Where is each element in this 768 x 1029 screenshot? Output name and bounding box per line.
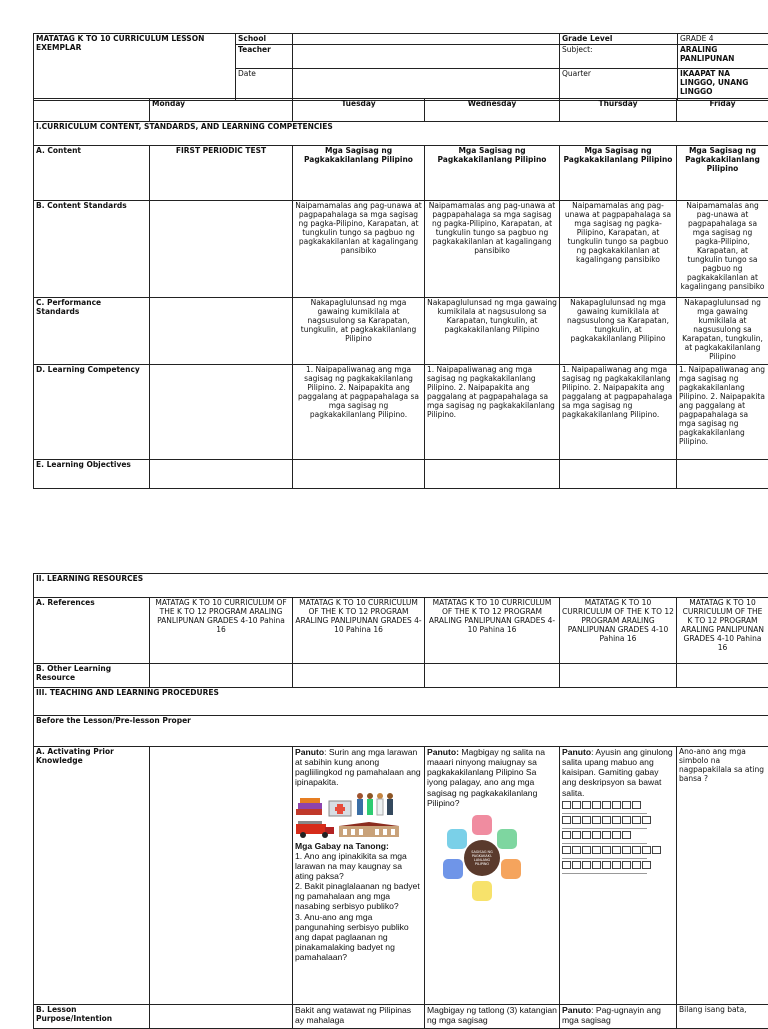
learning-competency-label: D. Learning Competency (34, 365, 150, 460)
panuto-label: Panuto (562, 1005, 591, 1015)
purpose-thursday: Panuto: Pag-ugnayin ang mga sagisag (560, 1005, 677, 1029)
panuto-label: Panuto (295, 747, 324, 757)
activating-friday: Ano-ano ang mga simbolo na nagpapakilala sa ating bansa ? (677, 747, 768, 1005)
performance-standards-wednesday: Nakapaglulunsad ng mga gawaing kumikilala at nagsusulong sa Karapatan, tungkulin, at pagkakakilanlang Pilipino (425, 298, 560, 365)
grade-level-value: GRADE 4 (678, 34, 768, 45)
performance-standards-tuesday: Nakapaglulunsad ng mga gawaing kumikilala at nagsusulong sa Karapatan, tungkulin, at pagkakakilanlang Pilipino (293, 298, 425, 365)
content-label: A. Content (34, 146, 150, 201)
content-tuesday: Mga Sagisag ng Pagkakakilanlang Pilipino (293, 146, 425, 201)
references-monday: MATATAG K TO 10 CURRICULUM OF THE K TO 12 PROGRAM ARALING PANLIPUNAN GRADES 4-10 Pahina 16 (150, 598, 293, 664)
quarter-label: Quarter (560, 69, 678, 101)
references-tuesday: MATATAG K TO 10 CURRICULUM OF THE K TO 12 PROGRAM ARALING PANLIPUNAN GRADES 4-10 Pahina 16 (293, 598, 425, 664)
activating-wednesday-instruction: Magbigay ng salita na maaari ninyong maiugnay sa pagkakakilanlang Pilipino Sa iyong palagay, ano ang mga sagisag ng pagkakakilanlang Pilipino? (427, 747, 545, 808)
fire-truck-image (295, 820, 335, 838)
content-wednesday: Mga Sagisag ng Pagkakakilanlang Pilipino (425, 146, 560, 201)
word-web-diagram (437, 813, 527, 905)
purpose-friday: Bilang isang bata, (677, 1005, 768, 1029)
competency-wednesday: 1. Naipapaliwanag ang mga sagisag ng pagkakakilanlang Pilipino. 2. Naipapakita ang paggalang at pagpapahalaga sa mga sagisag ng pagkakakilanlang Pilipino. (425, 365, 560, 460)
activating-prior-knowledge-label: A. Activating Prior Knowledge (34, 747, 150, 1005)
activating-tuesday (293, 747, 425, 1005)
scrambled-word-4 (562, 846, 674, 854)
scrambled-word-2 (562, 816, 674, 824)
learning-objectives-label: E. Learning Objectives (34, 460, 150, 489)
guide-question-2: 2. Bakit pinaglalaanan ng badyet ng pamahalaan ang mga nasabing serbisyo publiko? (295, 881, 422, 911)
before-lesson-title: Before the Lesson/Pre-lesson Proper (34, 716, 768, 747)
guide-questions-title: Mga Gabay na Tanong: (295, 841, 389, 851)
public-services-images (295, 791, 422, 817)
exemplar-title: MATATAG K TO 10 CURRICULUM LESSON EXEMPLAR (34, 34, 236, 101)
activating-tuesday-instruction: : Surin ang mga larawan at sabihin kung anong pagliilingkod ng pamahalaan ang ipinapakita. (295, 747, 421, 787)
references-label: A. References (34, 598, 150, 664)
scrambled-word-5 (562, 861, 674, 869)
teacher-label: Teacher (236, 45, 293, 69)
guide-question-1: 1. Ano ang ipinakikita sa mga larawan na may kaugnay sa ating paksa? (295, 851, 422, 881)
grade-level-label: Grade Level (560, 34, 678, 45)
competency-tuesday: 1. Naipapaliwanag ang mga sagisag ng pagkakakilanlang Pilipino. 2. Naipapakita ang paggalang at pagpapahalaga sa mga sagisag ng pagkakakilanlang Pilipino. (293, 365, 425, 460)
building-image (338, 822, 400, 838)
section-1-title: I.CURRICULUM CONTENT, STANDARDS, AND LEARNING COMPETENCIES (34, 122, 768, 146)
performance-standards-thursday: Nakapaglulunsad ng mga gawaing kumikilala at nagsusulong sa Karapatan, tungkulin, at pagkakakilanlang Pilipino (560, 298, 677, 365)
purpose-tuesday: Bakit ang watawat ng Pilipinas ay mahalaga (293, 1005, 425, 1029)
panuto-label: Panuto (562, 747, 591, 757)
workers-image (355, 791, 395, 817)
content-thursday: Mga Sagisag ng Pagkakakilanlang Pilipino (560, 146, 677, 201)
activating-thursday-instruction: : Ayusin ang ginulong salita upang mabuo ang kaisipan. Gamiting gabay ang deskripsyon sa bawat salita. (562, 747, 673, 798)
content-standards-wednesday: Naipamamalas ang pag-unawa at pagpapahalaga sa mga sagisag ng pagka-Pilipino, Karapatan, at tungkulin tungo sa pagbuo ng pagkakakilanlan at kagalingang pansibiko (425, 201, 560, 298)
subject-label: Subject: (560, 45, 678, 69)
hospital-image (328, 797, 352, 817)
word-web-center-text: SAGISAG NG PAGKAKAKI-LANLANG PILIPINO (471, 850, 493, 866)
section-3-title: III. TEACHING AND LEARNING PROCEDURES (34, 688, 768, 716)
lesson-exemplar-table-2 (33, 573, 768, 1029)
date-label: Date (236, 69, 293, 101)
panuto-label: Panuto: (427, 747, 459, 757)
lesson-purpose-label: B. Lesson Purpose/Intention (34, 1005, 150, 1029)
references-thursday: MATATAG K TO 10 CURRICULUM OF THE K TO 12 PROGRAM ARALING PANLIPUNAN GRADES 4-10 Pahina 16 (560, 598, 677, 664)
school-label: School (236, 34, 293, 45)
content-standards-tuesday: Naipamamalas ang pag-unawa at pagpapahalaga sa mga sagisag ng pagka-Pilipino, Karapatan, at tungkulin tungo sa pagbuo ng pagkakakilanlan at kagalingang pansibiko (293, 201, 425, 298)
content-monday: FIRST PERIODIC TEST (150, 146, 293, 201)
other-resources-label: B. Other Learning Resource (34, 664, 150, 688)
competency-friday: 1. Naipapaliwanag ang mga sagisag ng pagkakakilanlang Pilipino. 2. Naipapakita ang paggalang at pagpapahalaga sa mga sagisag ng pagkakakilanlang Pilipino. (677, 365, 768, 460)
day-monday: Monday (150, 99, 293, 122)
activating-thursday (560, 747, 677, 1005)
day-wednesday: Wednesday (425, 99, 560, 122)
date-value (293, 69, 560, 101)
performance-standards-friday: Nakapaglulunsad ng mga gawaing kumikilala at nagsusulong sa Karapatan, tungkulin, at pagkakakilanlang Pilipino (677, 298, 768, 365)
references-wednesday: MATATAG K TO 10 CURRICULUM OF THE K TO 12 PROGRAM ARALING PANLIPUNAN GRADES 4-10 Pahina 16 (425, 598, 560, 664)
content-standards-thursday: Naipamamalas ang pag-unawa at pagpapahalaga sa mga sagisag ng pagka-Pilipino, Karapatan, at tungkulin tungo sa pagbuo ng pagkakakilanlan at kagalingang pansibiko (560, 201, 677, 298)
performance-standards-label: C. Performance Standards (34, 298, 150, 365)
day-tuesday: Tuesday (293, 99, 425, 122)
subject-value: ARALING PANLIPUNAN (678, 45, 768, 69)
teacher-value (293, 45, 560, 69)
school-value (293, 34, 560, 45)
public-services-images-2 (295, 820, 422, 838)
content-friday: Mga Sagisag ng Pagkakakilanlang Pilipino (677, 146, 768, 201)
day-friday: Friday (677, 99, 768, 122)
content-standards-friday: Naipamamalas ang pag-unawa at pagpapahalaga sa mga sagisag ng pagka-Pilipino, Karapatan, at tungkulin tungo sa pagbuo ng pagkakakilanlan at kagalingang pansibiko (677, 201, 768, 298)
quarter-value: IKAAPAT NA LINGGO, UNANG LINGGO (678, 69, 768, 101)
content-standards-label: B. Content Standards (34, 201, 150, 298)
scrambled-word-1 (562, 801, 674, 809)
scrambled-words-activity (562, 801, 674, 874)
lesson-exemplar-table-1b (33, 98, 768, 489)
scrambled-word-3 (562, 831, 674, 839)
activating-wednesday (425, 747, 560, 1005)
day-thursday: Thursday (560, 99, 677, 122)
references-friday: MATATAG K TO 10 CURRICULUM OF THE K TO 12 PROGRAM ARALING PANLIPUNAN GRADES 4-10 Pahina 16 (677, 598, 768, 664)
section-2-title: II. LEARNING RESOURCES (34, 574, 768, 598)
competency-thursday: 1. Naipapaliwanag ang mga sagisag ng pagkakakilanlang Pilipino. 2. Naipapakita ang paggalang at pagpapahalaga sa mga sagisag ng pagkakakilanlang Pilipino. (560, 365, 677, 460)
purpose-wednesday: Magbigay ng tatlong (3) katangian ng mga sagisag (425, 1005, 560, 1029)
books-image (295, 797, 325, 817)
lesson-exemplar-table-1 (33, 33, 768, 101)
guide-question-3: 3. Anu-ano ang mga pangunahing serbisyo publiko ang dapat paglaanan ng pinakamalaking badyet ng pamahalaan? (295, 912, 422, 963)
